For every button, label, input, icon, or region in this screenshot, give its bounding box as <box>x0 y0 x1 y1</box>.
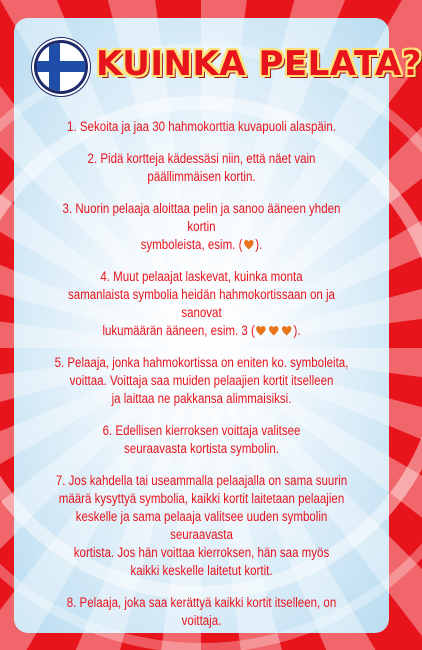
rule-line: kaikki keskelle laitetut kortit. <box>130 563 273 578</box>
rule-line: kortista. Jos hän voittaa kierroksen, hän saa myös <box>73 545 330 560</box>
rule-line: päällimmäisen kortin. <box>147 169 256 184</box>
rule-hint-suffix: ). <box>255 237 263 252</box>
rule-hint-suffix: ). <box>293 323 301 338</box>
rule-line: 7. Jos kahdella tai useammalla pelaajalla on sama suurin <box>55 473 348 488</box>
rule-line: voittaa. Voittaja saa muiden pelaajien kortit itselleen <box>69 373 334 388</box>
rule-item <box>47 268 356 340</box>
page-title: KUINKA PELATA? <box>96 44 422 84</box>
heart-icon <box>244 240 253 250</box>
rule-line: 2. Pidä kortteja kädessäsi niin, että näet vain <box>87 151 316 166</box>
rule-item <box>47 472 356 580</box>
rule-line: 6. Edellisen kierroksen voittaja valitsee <box>102 423 301 438</box>
rule-line: 1. Sekoita ja jaa 30 hahmokorttia kuvapuoli alaspäin. <box>67 119 336 134</box>
rule-line: määrä kysyttyä symbolia, kaikki kortit laitetaan pelaajien <box>58 491 345 506</box>
rule-line: 4. Muut pelaajat laskevat, kuinka monta <box>100 269 303 284</box>
rule-line: ja laittaa ne pakkansa alimmaisiksi. <box>111 391 292 406</box>
rule-item <box>47 200 356 254</box>
finland-flag-icon <box>34 40 88 94</box>
heart-symbol-group <box>242 237 255 252</box>
rule-line: keskelle ja sama pelaaja valitsee uuden symbolin seuraavasta <box>75 509 328 542</box>
heart-icon <box>282 326 291 336</box>
rule-item <box>47 118 356 136</box>
heart-symbol-group <box>255 323 294 338</box>
heart-icon <box>269 326 278 336</box>
rule-item <box>47 150 356 186</box>
rule-line: 5. Pelaaja, jonka hahmokortissa on eniten ko. symboleita, <box>54 355 349 370</box>
rule-item <box>47 594 356 630</box>
heart-icon <box>257 326 266 336</box>
rules-card <box>14 18 422 633</box>
rule-hint-line <box>47 322 356 340</box>
rule-line: seuraavasta kortista symbolin. <box>124 441 279 456</box>
rule-item <box>47 354 356 408</box>
rule-item <box>47 422 356 458</box>
rule-hint-prefix: symboleista, esim. ( <box>140 237 243 252</box>
header <box>14 18 422 113</box>
rule-line: samanlaista symbolia heidän hahmokortissaan on ja sanovat <box>68 287 335 320</box>
rule-line: 8. Pelaaja, joka saa kerättyä kaikki kortit itselleen, on voittaja. <box>66 595 337 628</box>
rule-hint-line <box>47 236 356 254</box>
rules-list <box>47 118 356 644</box>
rule-line: 3. Nuorin pelaaja aloittaa pelin ja sanoo ääneen yhden kortin <box>62 201 341 234</box>
rule-hint-prefix: lukumäärän ääneen, esim. 3 ( <box>102 323 255 338</box>
